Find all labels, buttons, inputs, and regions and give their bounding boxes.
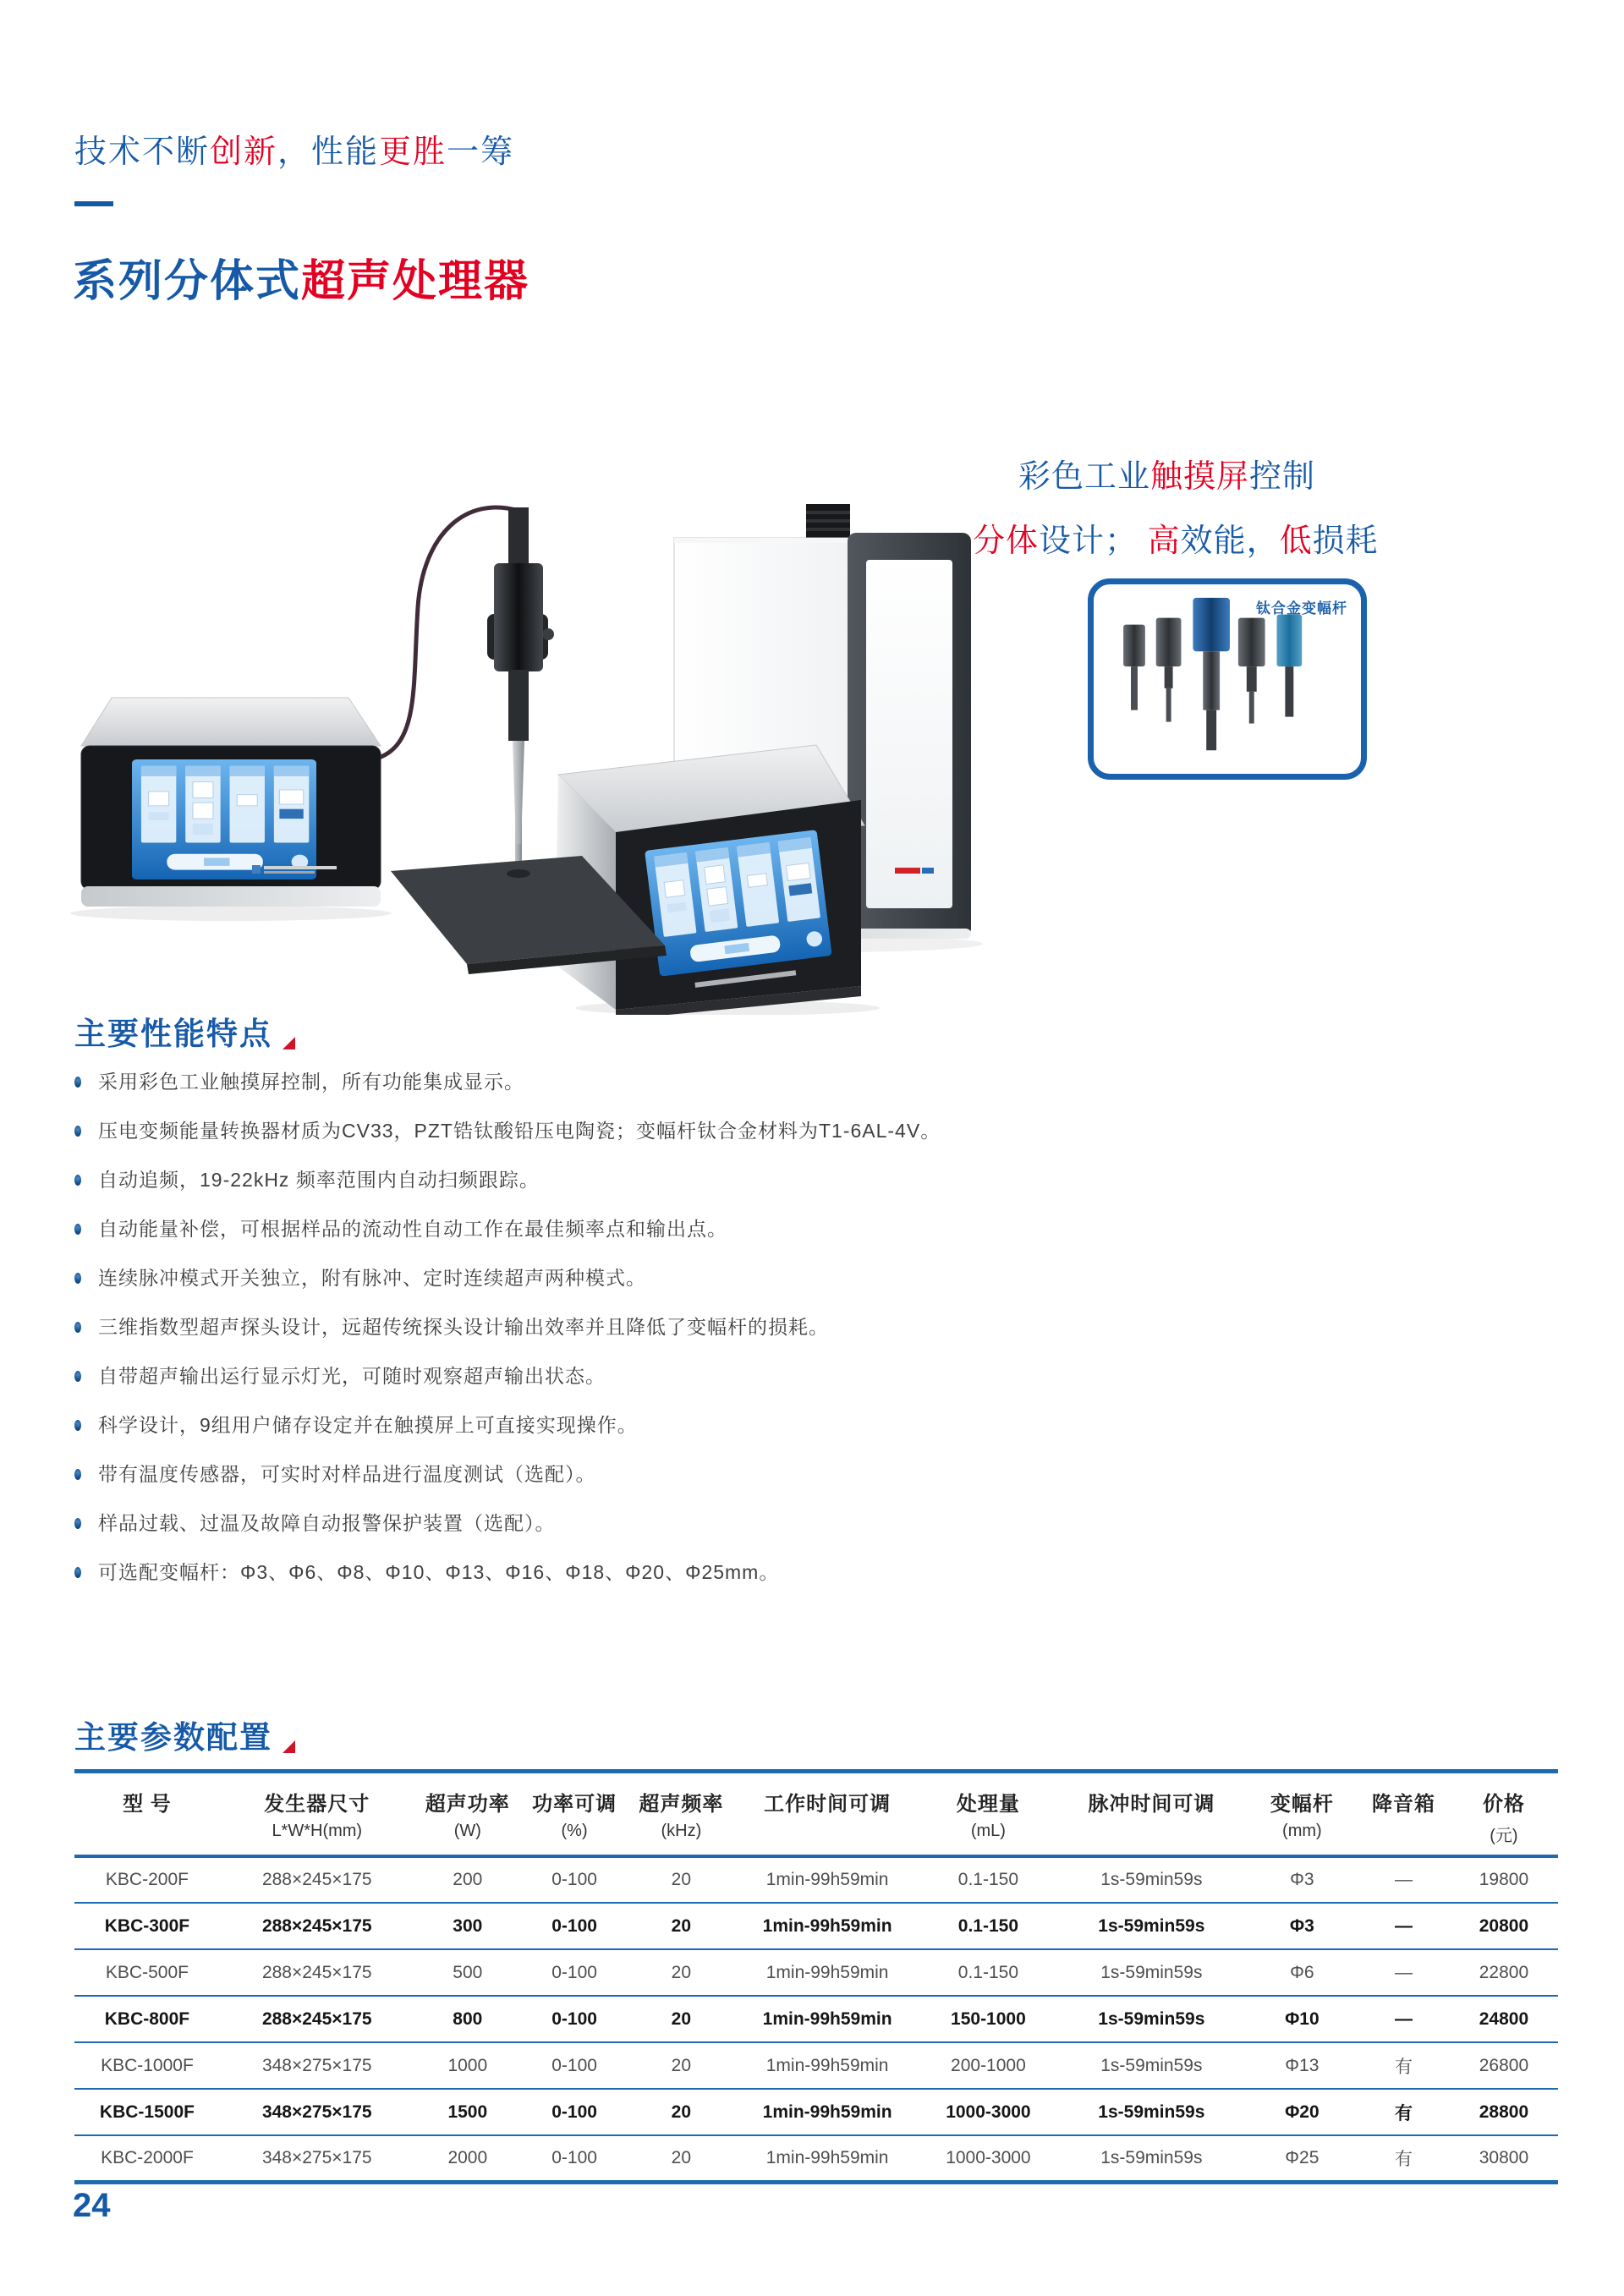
column-label: 功率可调 bbox=[532, 1793, 617, 1816]
probe-horn-tip bbox=[513, 741, 524, 844]
table-cell: 288×245×175 bbox=[261, 2008, 372, 2029]
table-cell: Φ25 bbox=[1285, 2147, 1320, 2167]
horn-5 bbox=[1276, 615, 1302, 717]
column-label: 降音箱 bbox=[1372, 1793, 1435, 1816]
text-segment: ，性能 bbox=[277, 134, 380, 170]
accent-dash bbox=[74, 201, 113, 206]
text-segment: 分体 bbox=[973, 523, 1040, 559]
table-cell: 1s-59min59s bbox=[1100, 1962, 1203, 1982]
table-cell: 1min-99h59min bbox=[762, 2101, 892, 2122]
column-unit bbox=[737, 1822, 919, 1842]
table-cell: 20 bbox=[671, 2008, 692, 2029]
table-header-cell bbox=[735, 1772, 920, 1857]
column-label: 型 号 bbox=[123, 1793, 172, 1816]
generator-touchscreen bbox=[132, 759, 316, 879]
table-cell: 1s-59min59s bbox=[1100, 2147, 1203, 2167]
table-cell: 288×245×175 bbox=[261, 1962, 372, 1982]
params-table bbox=[74, 1769, 1558, 2184]
text-segment: 超声处理器 bbox=[301, 257, 530, 306]
feature-item bbox=[74, 1362, 1572, 1391]
table-cell: 0.1-150 bbox=[957, 1915, 1019, 1936]
table-row bbox=[74, 1903, 1558, 1949]
column-unit bbox=[76, 1822, 218, 1842]
table-cell: 1min-99h59min bbox=[762, 1915, 892, 1936]
bullet-icon bbox=[74, 1077, 81, 1088]
table-cell: 150-1000 bbox=[951, 2008, 1026, 2029]
table-row bbox=[74, 2042, 1558, 2089]
column-label: 超声功率 bbox=[425, 1793, 510, 1816]
feature-item bbox=[74, 1312, 1572, 1342]
horn-options-box bbox=[1088, 578, 1367, 780]
table-cell: 有 bbox=[1395, 2149, 1413, 2169]
horn-3 bbox=[1193, 598, 1230, 750]
ultrasonic-transducer bbox=[494, 563, 543, 671]
table-header-cell bbox=[220, 1772, 414, 1857]
column-unit bbox=[1058, 1822, 1245, 1842]
table-cell: — bbox=[1395, 1915, 1413, 1936]
feature-item bbox=[74, 1165, 1572, 1195]
text-segment: 触摸屏 bbox=[1150, 459, 1250, 495]
slogan-line-2 bbox=[973, 514, 1379, 561]
column-label: 价格 bbox=[1482, 1793, 1525, 1816]
table-cell: KBC-500F bbox=[105, 1962, 189, 1982]
table-cell: Φ13 bbox=[1285, 2055, 1320, 2075]
table-cell: 348×275×175 bbox=[261, 2101, 372, 2122]
table-cell: 19800 bbox=[1479, 1870, 1529, 1889]
horn-1 bbox=[1123, 625, 1145, 710]
slogan-line-1 bbox=[1018, 450, 1315, 496]
text-segment: 控制 bbox=[1249, 459, 1316, 495]
table-header-row bbox=[74, 1772, 1558, 1857]
column-label: 处理量 bbox=[956, 1793, 1020, 1816]
table-cell: 30800 bbox=[1479, 2147, 1529, 2167]
feature-text: 三维指数型超声探头设计，远超传统探头设计输出效率并且降低了变幅杆的损耗。 bbox=[98, 1316, 829, 1338]
table-cell: 1s-59min59s bbox=[1100, 2055, 1203, 2075]
feature-text: 带有温度传感器，可实时对样品进行温度测试（选配）。 bbox=[98, 1463, 596, 1485]
table-cell: 1500 bbox=[447, 2101, 488, 2122]
wedge-touchscreen bbox=[645, 830, 832, 977]
product-photo-collage bbox=[51, 489, 1007, 1015]
column-label: 超声频率 bbox=[639, 1793, 724, 1816]
table-cell: 200-1000 bbox=[951, 2055, 1026, 2075]
section-marker-triangle-icon bbox=[283, 1740, 295, 1753]
params-table-wrap bbox=[74, 1769, 1558, 2184]
table-cell: — bbox=[1395, 1870, 1413, 1889]
features-section-heading bbox=[74, 1008, 295, 1054]
column-label: 脉冲时间可调 bbox=[1088, 1793, 1215, 1816]
table-cell: 1min-99h59min bbox=[765, 2147, 889, 2167]
table-cell: 800 bbox=[453, 2008, 483, 2029]
table-cell: KBC-800F bbox=[104, 2008, 190, 2029]
table-cell: KBC-1500F bbox=[99, 2101, 195, 2122]
table-header-cell bbox=[1056, 1772, 1247, 1857]
bullet-icon bbox=[74, 1420, 81, 1431]
table-cell: 0-100 bbox=[551, 1915, 597, 1936]
table-cell: 28800 bbox=[1479, 2101, 1529, 2122]
table-cell: 20800 bbox=[1479, 1915, 1529, 1936]
table-header-cell bbox=[1358, 1772, 1450, 1857]
bullet-icon bbox=[74, 1567, 81, 1578]
table-header-cell bbox=[628, 1772, 734, 1857]
table-row bbox=[74, 2135, 1558, 2182]
feature-item bbox=[74, 1460, 1572, 1489]
bullet-icon bbox=[74, 1469, 81, 1480]
section-marker-triangle-icon bbox=[283, 1037, 295, 1049]
table-cell: Φ10 bbox=[1285, 2008, 1320, 2029]
column-unit: (W) bbox=[453, 1822, 481, 1840]
table-row bbox=[74, 2089, 1558, 2135]
table-cell: 0-100 bbox=[551, 2101, 597, 2122]
horn-box-label: 钛合金变幅杆 bbox=[1256, 600, 1347, 616]
table-cell: 1min-99h59min bbox=[762, 2008, 892, 2029]
table-cell: 0-100 bbox=[551, 2147, 597, 2167]
horn-4 bbox=[1238, 618, 1265, 724]
column-label: 工作时间可调 bbox=[764, 1793, 892, 1816]
table-cell: 1min-99h59min bbox=[765, 1870, 889, 1889]
table-cell: 500 bbox=[453, 1962, 483, 1982]
text-segment: 低 bbox=[1279, 523, 1313, 559]
generator-brand-mark bbox=[252, 865, 261, 874]
bullet-icon bbox=[74, 1273, 81, 1284]
feature-item bbox=[74, 1116, 1572, 1146]
page-number: 24 bbox=[73, 2187, 111, 2224]
table-cell: 0-100 bbox=[551, 2055, 597, 2075]
table-cell: 22800 bbox=[1479, 1962, 1529, 1982]
table-cell: 0-100 bbox=[551, 1870, 597, 1889]
table-cell: 0.1-150 bbox=[957, 1870, 1019, 1889]
table-header-cell bbox=[920, 1772, 1056, 1857]
feature-item bbox=[74, 1067, 1572, 1097]
table-cell: 24800 bbox=[1479, 2008, 1529, 2029]
page-title bbox=[73, 245, 529, 309]
feature-item bbox=[74, 1214, 1572, 1244]
table-cell: 300 bbox=[453, 1915, 483, 1936]
table-cell: 1000-3000 bbox=[946, 2101, 1031, 2122]
table-header-cell bbox=[414, 1772, 521, 1857]
table-cell: 1s-59min59s bbox=[1098, 1915, 1205, 1936]
table-cell: 0-100 bbox=[551, 1962, 597, 1982]
features-heading-text: 主要性能特点 bbox=[74, 1016, 272, 1051]
table-cell: 有 bbox=[1395, 2103, 1413, 2123]
text-segment: 创新 bbox=[210, 134, 278, 170]
params-section-heading bbox=[74, 1712, 295, 1757]
feature-text: 压电变频能量转换器材质为CV33，PZT锆钛酸铅压电陶瓷；变幅杆钛合金材料为T1-6AL-4V。 bbox=[98, 1120, 941, 1142]
table-cell: 1s-59min59s bbox=[1098, 2008, 1205, 2029]
column-label: 发生器尺寸 bbox=[264, 1793, 370, 1816]
table-cell: 20 bbox=[671, 1962, 692, 1982]
features-list bbox=[74, 1067, 1572, 1607]
column-unit: (kHz) bbox=[661, 1822, 702, 1840]
bullet-icon bbox=[74, 1126, 81, 1137]
table-cell: KBC-1000F bbox=[101, 2055, 194, 2075]
table-cell: 288×245×175 bbox=[261, 1870, 372, 1889]
text-segment: 效能， bbox=[1180, 523, 1280, 559]
table-cell: 2000 bbox=[447, 2147, 488, 2167]
text-segment: 设计； bbox=[1039, 523, 1148, 559]
table-cell: 1000-3000 bbox=[946, 2147, 1031, 2167]
feature-item bbox=[74, 1263, 1572, 1293]
table-header-cell bbox=[1450, 1772, 1558, 1857]
feature-text: 自动能量补偿，可根据样品的流动性自动工作在最佳频率点和输出点。 bbox=[98, 1218, 727, 1240]
table-row bbox=[74, 1949, 1558, 1996]
box-door-window bbox=[866, 560, 952, 908]
table-cell: KBC-200F bbox=[105, 1870, 189, 1889]
feature-text: 自带超声输出运行显示灯光，可随时观察超声输出状态。 bbox=[98, 1365, 606, 1387]
text-segment: 技术不断 bbox=[74, 134, 211, 170]
text-segment: 损耗 bbox=[1312, 523, 1379, 559]
feature-text: 样品过载、过温及故障自动报警保护装置（选配）。 bbox=[98, 1512, 556, 1534]
generator-unit bbox=[70, 698, 392, 921]
table-cell: — bbox=[1395, 2008, 1413, 2029]
table-row bbox=[74, 1996, 1558, 2042]
table-cell: Φ20 bbox=[1285, 2101, 1320, 2122]
table-cell: KBC-300F bbox=[104, 1915, 190, 1936]
text-segment: 彩色工业 bbox=[1018, 459, 1151, 495]
table-header-cell bbox=[74, 1772, 220, 1857]
table-cell: 348×275×175 bbox=[261, 2055, 372, 2075]
table-cell: Φ3 bbox=[1290, 1870, 1314, 1889]
table-cell: 348×275×175 bbox=[261, 2147, 372, 2167]
column-label: 变幅杆 bbox=[1270, 1793, 1334, 1816]
feature-text: 连续脉冲模式开关独立，附有脉冲、定时连续超声两种模式。 bbox=[98, 1267, 646, 1289]
table-cell: 有 bbox=[1395, 2057, 1413, 2077]
table-cell: 0-100 bbox=[551, 2008, 597, 2029]
table-cell: KBC-2000F bbox=[101, 2147, 194, 2167]
column-unit: (元) bbox=[1490, 1827, 1518, 1845]
table-cell: 20 bbox=[671, 1915, 692, 1936]
bullet-icon bbox=[74, 1371, 81, 1382]
table-cell: 1min-99h59min bbox=[765, 2055, 889, 2075]
box-brand-mark bbox=[895, 868, 920, 874]
table-cell: 20 bbox=[671, 2055, 692, 2075]
bullet-icon bbox=[74, 1518, 81, 1529]
table-cell: — bbox=[1395, 1962, 1413, 1982]
column-unit: L*W*H(mm) bbox=[272, 1822, 363, 1840]
table-cell: Φ6 bbox=[1290, 1962, 1314, 1982]
table-header-cell bbox=[521, 1772, 628, 1857]
table-cell: 26800 bbox=[1479, 2055, 1529, 2075]
table-cell: Φ3 bbox=[1289, 1915, 1314, 1936]
feature-text: 科学设计，9组用户储存设定并在触摸屏上可直接实现操作。 bbox=[98, 1414, 638, 1436]
table-row bbox=[74, 1856, 1558, 1903]
feature-text: 自动追频，19-22kHz 频率范围内自动扫频跟踪。 bbox=[98, 1169, 540, 1191]
table-cell: 1s-59min59s bbox=[1100, 1870, 1203, 1889]
table-cell: 20 bbox=[671, 1870, 692, 1889]
bullet-icon bbox=[74, 1322, 81, 1333]
table-cell: 1s-59min59s bbox=[1098, 2101, 1205, 2122]
table-cell: 288×245×175 bbox=[261, 1915, 372, 1936]
feature-text: 可选配变幅杆：Φ3、Φ6、Φ8、Φ10、Φ13、Φ16、Φ18、Φ20、Φ25mm。 bbox=[98, 1561, 780, 1583]
table-header-cell bbox=[1247, 1772, 1358, 1857]
feature-item bbox=[74, 1558, 1572, 1587]
table-cell: 200 bbox=[453, 1870, 483, 1889]
bullet-icon bbox=[74, 1175, 81, 1186]
table-cell: 1min-99h59min bbox=[765, 1962, 889, 1982]
table-cell: 20 bbox=[671, 2147, 692, 2167]
probe-stand bbox=[391, 507, 667, 974]
column-unit: (mL) bbox=[970, 1822, 1006, 1840]
params-heading-text: 主要参数配置 bbox=[74, 1720, 272, 1755]
text-segment: 更胜 bbox=[379, 134, 447, 170]
feature-item bbox=[74, 1509, 1572, 1538]
text-segment: 系列分体式 bbox=[73, 257, 302, 306]
table-cell: 0.1-150 bbox=[957, 1962, 1019, 1982]
column-unit: (mm) bbox=[1282, 1822, 1322, 1840]
header-tagline bbox=[74, 125, 514, 172]
text-segment: 高 bbox=[1147, 523, 1181, 559]
table-cell: 1000 bbox=[447, 2055, 488, 2075]
horn-2 bbox=[1156, 618, 1182, 722]
table-cell: 20 bbox=[671, 2101, 692, 2122]
column-unit bbox=[1359, 1822, 1448, 1842]
feature-item bbox=[74, 1411, 1572, 1440]
text-segment: 一筹 bbox=[447, 134, 515, 170]
column-unit: (%) bbox=[561, 1822, 588, 1840]
bullet-icon bbox=[74, 1224, 81, 1235]
feature-text: 采用彩色工业触摸屏控制，所有功能集成显示。 bbox=[98, 1071, 524, 1093]
